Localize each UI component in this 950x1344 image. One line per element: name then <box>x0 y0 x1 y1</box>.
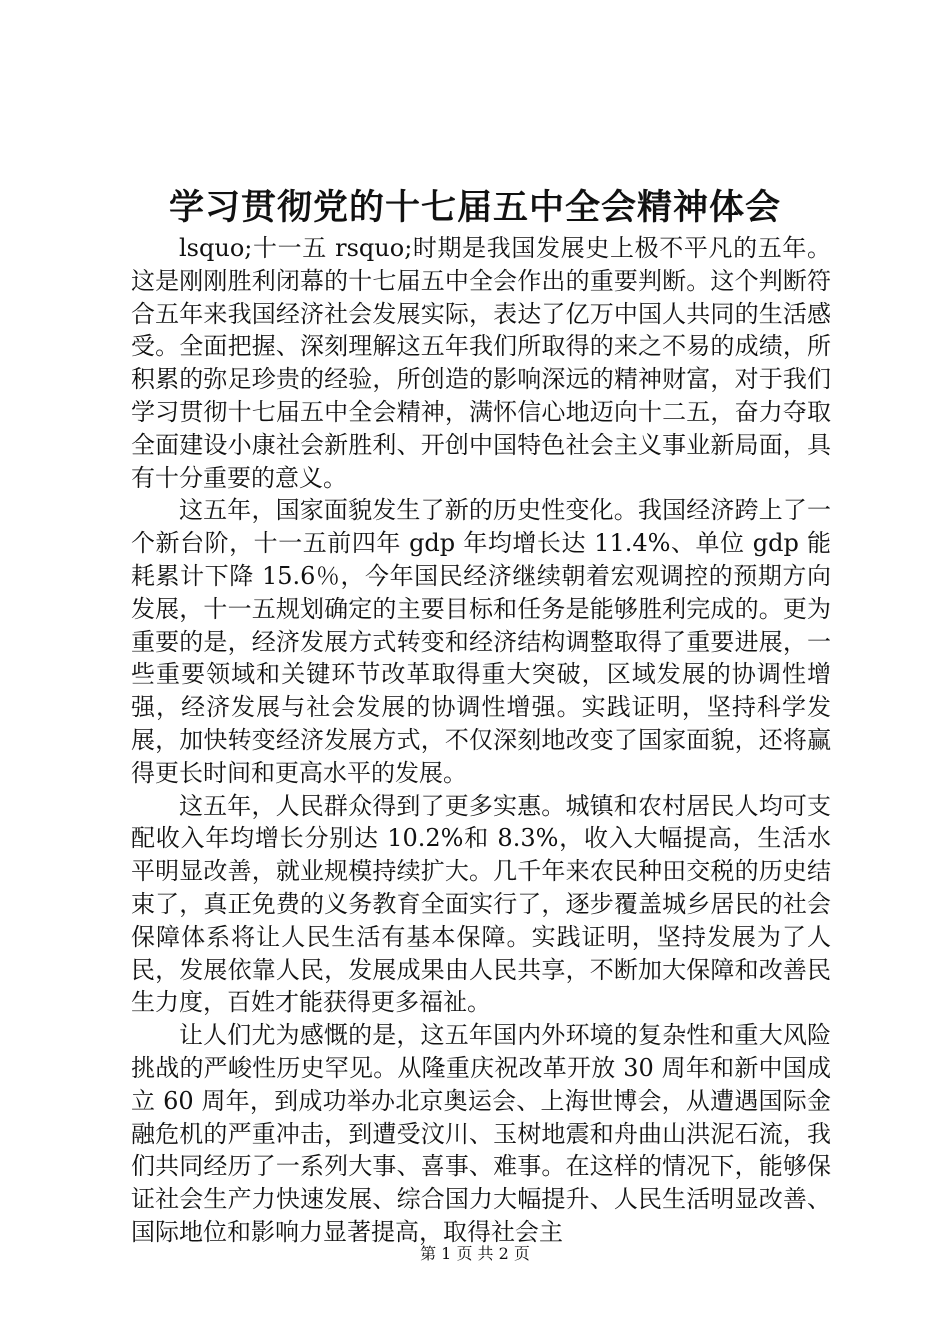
paragraph-2: 这五年，国家面貌发生了新的历史性变化。我国经济跨上了一个新台阶，十一五前四年 gdp 年均增长达 11.4%、单位 gdp 能耗累计下降 15.6％，今年国民经济继续朝着宏观调控的预期方向发展，十一五规划确定的主要目标和任务是能够胜利完成的。更为重要的是，经济发展方式转变和经济结构调整取得了重要进展，一些重要领域和关键环节改革取得重大突破，区域发展的协调性增强，经济发展与社会发展的协调性增强。实践证明，坚持科学发展，加快转变经济发展方式，不仅深刻地改变了国家面貌，还将赢得更长时间和更高水平的发展。 <box>131 496 831 787</box>
page-footer: 第 1 页 共 2 页 <box>420 1244 530 1263</box>
paragraph-1: lsquo;十一五 rsquo;时期是我国发展史上极不平凡的五年。这是刚刚胜利闭幕的十七届五中全会作出的重要判断。这个判断符合五年来我国经济社会发展实际，表达了亿万中国人共同的生活感受。全面把握、深刻理解这五年我们所取得的来之不易的成绩，所积累的弥足珍贵的经验，所创造的影响深远的精神财富，对于我们学习贯彻十七届五中全会精神，满怀信心地迈向十二五，奋力夺取全面建设小康社会新胜利、开创中国特色社会主义事业新局面，具有十分重要的意义。 <box>131 234 831 492</box>
paragraph-3: 这五年，人民群众得到了更多实惠。城镇和农村居民人均可支配收入年均增长分别达 10.2%和 8.3%，收入大幅提高，生活水平明显改善，就业规模持续扩大。几千年来农民种田交税的历史结束了，真正免费的义务教育全面实行了，逐步覆盖城乡居民的社会保障体系将让人民生活有基本保障。实践证明，坚持发展为了人民，发展依靠人民，发展成果由人民共享，不断加大保障和改善民生力度，百姓才能获得更多福祉。 <box>131 791 831 1017</box>
document-title: 学习贯彻党的十七届五中全会精神体会 <box>168 187 781 228</box>
document-body <box>131 232 831 1249</box>
paragraph-4: 让人们尤为感慨的是，这五年国内外环境的复杂性和重大风险挑战的严峻性历史罕见。从隆重庆祝改革开放 30 周年和新中国成立 60 周年，到成功举办北京奥运会、上海世博会，从遭遇国际金融危机的严重冲击，到遭受汶川、玉树地震和舟曲山洪泥石流，我们共同经历了一系列大事、喜事、难事。在这样的情况下，能够保证社会生产力快速发展、综合国力大幅提升、人民生活明显改善、国际地位和影响力显著提高，取得社会主 <box>131 1021 831 1246</box>
